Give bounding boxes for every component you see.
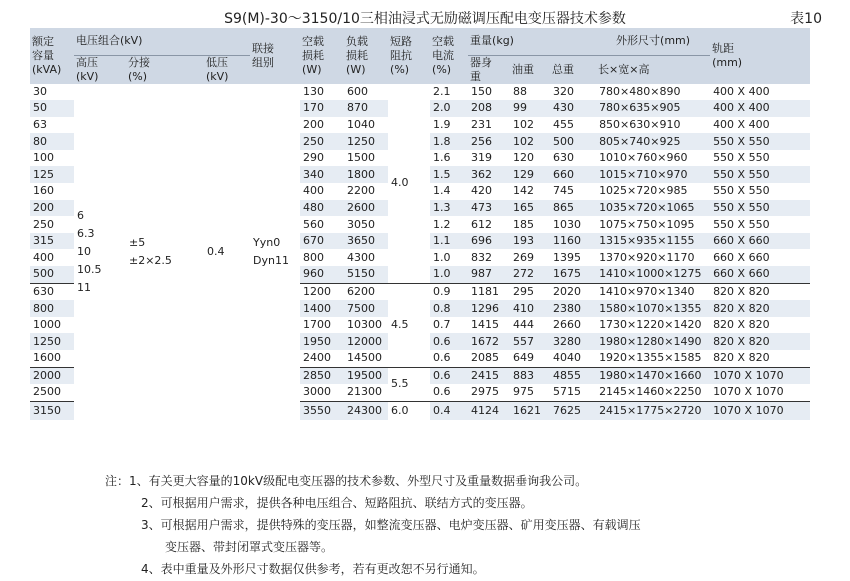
- total-weight-cell: 630: [550, 150, 596, 167]
- noload-loss-cell: 1200: [300, 283, 344, 300]
- gauge-cell: 400 X 400: [710, 117, 810, 134]
- connection-merged-cell: Yyn0 Dyn11: [250, 84, 300, 420]
- noload-loss-cell: 3000: [300, 384, 344, 401]
- noload-loss-cell: 560: [300, 216, 344, 233]
- header-rated-capacity: 额定 容量 (kVA): [30, 28, 74, 84]
- oil-weight-cell: 883: [510, 367, 550, 384]
- noload-loss-cell: 400: [300, 183, 344, 200]
- dims-cell: 1410×970×1340: [596, 283, 710, 300]
- table-row: [30, 84, 810, 101]
- noload-loss-cell: 480: [300, 200, 344, 217]
- noload-current-cell: 1.5: [430, 166, 468, 183]
- load-loss-cell: 6200: [344, 283, 388, 300]
- total-weight-cell: 745: [550, 183, 596, 200]
- noload-current-cell: 0.9: [430, 283, 468, 300]
- capacity-cell: 160: [30, 183, 74, 200]
- total-weight-cell: 3280: [550, 333, 596, 350]
- noload-current-cell: 2.0: [430, 100, 468, 117]
- load-loss-cell: 3650: [344, 233, 388, 250]
- capacity-cell: 2500: [30, 384, 74, 401]
- header-lv: 低压 (kV): [204, 55, 250, 84]
- capacity-cell: 100: [30, 150, 74, 167]
- noload-loss-cell: 670: [300, 233, 344, 250]
- body-weight-cell: 256: [468, 133, 510, 150]
- gauge-cell: 660 X 660: [710, 266, 810, 283]
- body-weight-cell: 1672: [468, 333, 510, 350]
- body-weight-cell: 1415: [468, 317, 510, 334]
- body-weight-cell: 1296: [468, 300, 510, 317]
- gauge-cell: 400 X 400: [710, 100, 810, 117]
- body-weight-cell: 2415: [468, 367, 510, 384]
- load-loss-cell: 3050: [344, 216, 388, 233]
- gauge-cell: 400 X 400: [710, 84, 810, 101]
- dims-cell: 1580×1070×1355: [596, 300, 710, 317]
- capacity-cell: 1250: [30, 333, 74, 350]
- noload-loss-cell: 200: [300, 117, 344, 134]
- gauge-cell: 1070 X 1070: [710, 401, 810, 420]
- capacity-cell: 63: [30, 117, 74, 134]
- table-number: 表10: [790, 11, 822, 27]
- load-loss-cell: 21300: [344, 384, 388, 401]
- dims-cell: 1920×1355×1585: [596, 350, 710, 367]
- capacity-cell: 250: [30, 216, 74, 233]
- oil-weight-cell: 165: [510, 200, 550, 217]
- capacity-cell: 800: [30, 300, 74, 317]
- impedance-merged-cell: 5.5: [388, 367, 430, 401]
- gauge-cell: 550 X 550: [710, 216, 810, 233]
- noload-loss-cell: 800: [300, 249, 344, 266]
- note-3: 3、可根据用户需求，提供特殊的变压器，如整流变压器、电炉变压器、矿用变压器、有载调压: [141, 518, 641, 532]
- dims-cell: 1035×720×1065: [596, 200, 710, 217]
- capacity-cell: 315: [30, 233, 74, 250]
- body-weight-cell: 2085: [468, 350, 510, 367]
- noload-loss-cell: 1950: [300, 333, 344, 350]
- header-body-weight: 器身 重: [468, 55, 510, 84]
- body-weight-cell: 832: [468, 249, 510, 266]
- load-loss-cell: 5150: [344, 266, 388, 283]
- notes: [105, 470, 641, 580]
- capacity-cell: 400: [30, 249, 74, 266]
- header-sc-impedance: 短路 阻抗 (%): [388, 28, 430, 84]
- gauge-cell: 820 X 820: [710, 350, 810, 367]
- total-weight-cell: 500: [550, 133, 596, 150]
- dims-cell: 1025×720×985: [596, 183, 710, 200]
- total-weight-cell: 430: [550, 100, 596, 117]
- gauge-cell: 1070 X 1070: [710, 384, 810, 401]
- load-loss-cell: 1040: [344, 117, 388, 134]
- capacity-cell: 2000: [30, 367, 74, 384]
- capacity-cell: 630: [30, 283, 74, 300]
- impedance-merged-cell: 4.5: [388, 283, 430, 367]
- header-tap: 分接 (%): [126, 55, 204, 84]
- body-weight-cell: 208: [468, 100, 510, 117]
- noload-loss-cell: 960: [300, 266, 344, 283]
- note-2: 2、可根据用户需求，提供各种电压组合、短路阻抗、联结方式的变压器。: [141, 496, 533, 510]
- oil-weight-cell: 975: [510, 384, 550, 401]
- body-weight-cell: 420: [468, 183, 510, 200]
- oil-weight-cell: 185: [510, 216, 550, 233]
- oil-weight-cell: 129: [510, 166, 550, 183]
- capacity-cell: 125: [30, 166, 74, 183]
- noload-current-cell: 0.7: [430, 317, 468, 334]
- load-loss-cell: 14500: [344, 350, 388, 367]
- noload-current-cell: 0.6: [430, 367, 468, 384]
- dims-cell: 1410×1000×1275: [596, 266, 710, 283]
- body-weight-cell: 1181: [468, 283, 510, 300]
- load-loss-cell: 1250: [344, 133, 388, 150]
- noload-current-cell: 1.0: [430, 249, 468, 266]
- load-loss-cell: 600: [344, 84, 388, 101]
- total-weight-cell: 320: [550, 84, 596, 101]
- noload-current-cell: 1.0: [430, 266, 468, 283]
- noload-current-cell: 2.1: [430, 84, 468, 101]
- capacity-cell: 80: [30, 133, 74, 150]
- oil-weight-cell: 269: [510, 249, 550, 266]
- body-weight-cell: 362: [468, 166, 510, 183]
- header-dim-group: 外形尺寸(mm): [596, 28, 710, 55]
- total-weight-cell: 1395: [550, 249, 596, 266]
- capacity-cell: 1600: [30, 350, 74, 367]
- noload-loss-cell: 2850: [300, 367, 344, 384]
- total-weight-cell: 660: [550, 166, 596, 183]
- gauge-cell: 820 X 820: [710, 333, 810, 350]
- noload-current-cell: 0.4: [430, 401, 468, 420]
- load-loss-cell: 1800: [344, 166, 388, 183]
- dims-cell: 1980×1470×1660: [596, 367, 710, 384]
- total-weight-cell: 7625: [550, 401, 596, 420]
- dims-cell: 1315×935×1155: [596, 233, 710, 250]
- note-4: 4、表中重量及外形尺寸数据仅供参考，若有更改恕不另行通知。: [141, 562, 485, 576]
- dims-cell: 1980×1280×1490: [596, 333, 710, 350]
- noload-current-cell: 0.6: [430, 350, 468, 367]
- gauge-cell: 820 X 820: [710, 283, 810, 300]
- dims-cell: 780×480×890: [596, 84, 710, 101]
- dims-cell: 805×740×925: [596, 133, 710, 150]
- impedance-merged-cell: 6.0: [388, 401, 430, 420]
- header-total-weight: 总重: [550, 55, 596, 84]
- spec-table: [30, 28, 810, 420]
- load-loss-cell: 24300: [344, 401, 388, 420]
- noload-current-cell: 1.3: [430, 200, 468, 217]
- noload-current-cell: 1.4: [430, 183, 468, 200]
- dims-cell: 1010×760×960: [596, 150, 710, 167]
- load-loss-cell: 1500: [344, 150, 388, 167]
- total-weight-cell: 455: [550, 117, 596, 134]
- oil-weight-cell: 142: [510, 183, 550, 200]
- total-weight-cell: 1675: [550, 266, 596, 283]
- table-title: S9(M)-30～3150/10三相油浸式无励磁调压配电变压器技术参数: [224, 11, 626, 27]
- gauge-cell: 550 X 550: [710, 133, 810, 150]
- noload-loss-cell: 340: [300, 166, 344, 183]
- dims-cell: 1015×710×970: [596, 166, 710, 183]
- load-loss-cell: 19500: [344, 367, 388, 384]
- table-body: [30, 84, 810, 420]
- noload-loss-cell: 290: [300, 150, 344, 167]
- dims-cell: 2415×1775×2720: [596, 401, 710, 420]
- total-weight-cell: 4040: [550, 350, 596, 367]
- load-loss-cell: 4300: [344, 249, 388, 266]
- gauge-cell: 1070 X 1070: [710, 367, 810, 384]
- dims-cell: 1730×1220×1420: [596, 317, 710, 334]
- capacity-cell: 500: [30, 266, 74, 283]
- gauge-cell: 550 X 550: [710, 183, 810, 200]
- dims-cell: 1370×920×1170: [596, 249, 710, 266]
- oil-weight-cell: 88: [510, 84, 550, 101]
- body-weight-cell: 231: [468, 117, 510, 134]
- impedance-merged-cell: 4.0: [388, 84, 430, 284]
- body-weight-cell: 473: [468, 200, 510, 217]
- noload-loss-cell: 2400: [300, 350, 344, 367]
- noload-loss-cell: 130: [300, 84, 344, 101]
- total-weight-cell: 2660: [550, 317, 596, 334]
- noload-loss-cell: 170: [300, 100, 344, 117]
- header-voltage-group: 电压组合(kV): [74, 28, 250, 55]
- capacity-cell: 200: [30, 200, 74, 217]
- capacity-cell: 1000: [30, 317, 74, 334]
- dims-cell: 850×630×910: [596, 117, 710, 134]
- gauge-cell: 820 X 820: [710, 300, 810, 317]
- header-noload-current: 空载 电流 (%): [430, 28, 468, 84]
- gauge-cell: 660 X 660: [710, 249, 810, 266]
- noload-current-cell: 0.6: [430, 384, 468, 401]
- gauge-cell: 660 X 660: [710, 233, 810, 250]
- total-weight-cell: 2380: [550, 300, 596, 317]
- noload-loss-cell: 1400: [300, 300, 344, 317]
- total-weight-cell: 1160: [550, 233, 596, 250]
- header-oil-weight: 油重: [510, 55, 550, 84]
- lv-merged-cell: 0.4: [204, 84, 250, 420]
- total-weight-cell: 5715: [550, 384, 596, 401]
- oil-weight-cell: 444: [510, 317, 550, 334]
- noload-current-cell: 1.9: [430, 117, 468, 134]
- oil-weight-cell: 295: [510, 283, 550, 300]
- oil-weight-cell: 102: [510, 117, 550, 134]
- noload-loss-cell: 3550: [300, 401, 344, 420]
- capacity-cell: 30: [30, 84, 74, 101]
- gauge-cell: 550 X 550: [710, 150, 810, 167]
- header-gauge: 轨距 (mm): [710, 28, 810, 84]
- oil-weight-cell: 193: [510, 233, 550, 250]
- dims-cell: 780×635×905: [596, 100, 710, 117]
- load-loss-cell: 870: [344, 100, 388, 117]
- oil-weight-cell: 102: [510, 133, 550, 150]
- oil-weight-cell: 120: [510, 150, 550, 167]
- note-3-cont: 变压器、带封闭罩式变压器等。: [165, 540, 334, 554]
- header-load-loss: 负载 损耗 (W): [344, 28, 388, 84]
- noload-current-cell: 0.6: [430, 333, 468, 350]
- oil-weight-cell: 1621: [510, 401, 550, 420]
- body-weight-cell: 150: [468, 84, 510, 101]
- load-loss-cell: 2200: [344, 183, 388, 200]
- noload-current-cell: 1.8: [430, 133, 468, 150]
- load-loss-cell: 12000: [344, 333, 388, 350]
- body-weight-cell: 2975: [468, 384, 510, 401]
- oil-weight-cell: 557: [510, 333, 550, 350]
- gauge-cell: 550 X 550: [710, 166, 810, 183]
- total-weight-cell: 865: [550, 200, 596, 217]
- total-weight-cell: 4855: [550, 367, 596, 384]
- load-loss-cell: 2600: [344, 200, 388, 217]
- body-weight-cell: 987: [468, 266, 510, 283]
- note-1: 注：1、有关更大容量的10kV级配电变压器的技术参数、外型尺寸及重量数据垂询我公司。: [105, 474, 588, 488]
- noload-current-cell: 1.1: [430, 233, 468, 250]
- body-weight-cell: 319: [468, 150, 510, 167]
- tap-merged-cell: ±5 ±2×2.5: [126, 84, 204, 420]
- dims-cell: 1075×750×1095: [596, 216, 710, 233]
- noload-current-cell: 1.2: [430, 216, 468, 233]
- total-weight-cell: 1030: [550, 216, 596, 233]
- gauge-cell: 820 X 820: [710, 317, 810, 334]
- load-loss-cell: 10300: [344, 317, 388, 334]
- noload-current-cell: 0.8: [430, 300, 468, 317]
- load-loss-cell: 7500: [344, 300, 388, 317]
- header-dims: 长×宽×高: [596, 55, 710, 84]
- body-weight-cell: 612: [468, 216, 510, 233]
- header-weight-group: 重量(kg): [468, 28, 596, 55]
- header-noload-loss: 空载 损耗 (W): [300, 28, 344, 84]
- oil-weight-cell: 272: [510, 266, 550, 283]
- hv-merged-cell: 6 6.3 10 10.5 11: [74, 84, 126, 420]
- capacity-cell: 50: [30, 100, 74, 117]
- header-connection: 联接 组别: [250, 28, 300, 84]
- body-weight-cell: 696: [468, 233, 510, 250]
- header-hv: 高压 (kV): [74, 55, 126, 84]
- gauge-cell: 550 X 550: [710, 200, 810, 217]
- noload-loss-cell: 250: [300, 133, 344, 150]
- oil-weight-cell: 410: [510, 300, 550, 317]
- capacity-cell: 3150: [30, 401, 74, 420]
- body-weight-cell: 4124: [468, 401, 510, 420]
- total-weight-cell: 2020: [550, 283, 596, 300]
- noload-loss-cell: 1700: [300, 317, 344, 334]
- oil-weight-cell: 649: [510, 350, 550, 367]
- dims-cell: 2145×1460×2250: [596, 384, 710, 401]
- noload-current-cell: 1.6: [430, 150, 468, 167]
- oil-weight-cell: 99: [510, 100, 550, 117]
